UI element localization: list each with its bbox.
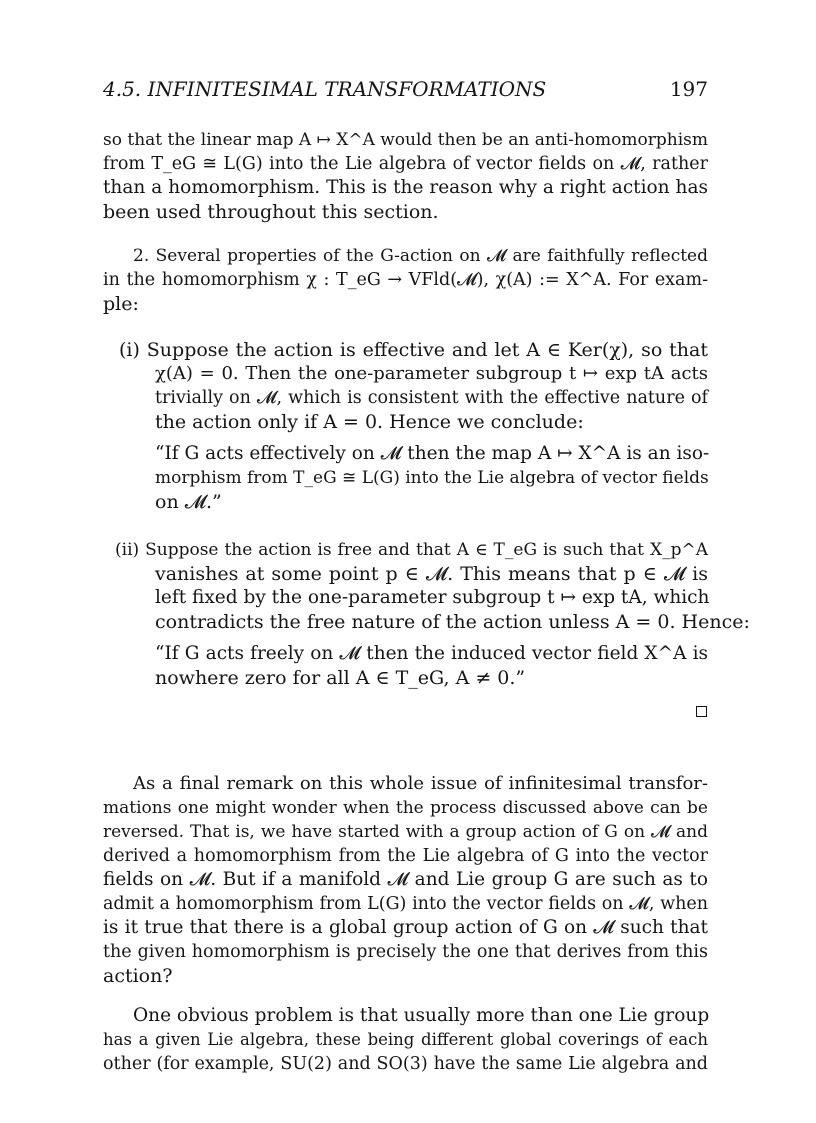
text-line: been used throughout this section. [103, 201, 439, 223]
text-line: the given homomorphism is precisely the one that derives from this [103, 942, 708, 962]
end-of-proof-square-icon [696, 706, 707, 717]
quote-line: on 𝓜.” [155, 491, 222, 513]
text-line: fields on 𝓜. But if a manifold 𝓜 and Lie group G are such as to [103, 869, 708, 890]
section-title: 4.5. INFINITESIMAL TRANSFORMATIONS [103, 77, 547, 101]
text-line: As a final remark on this whole issue of infinitesimal transfor- [133, 773, 708, 794]
text-line: other (for example, SU(2) and SO(3) have the same Lie algebra and [103, 1054, 708, 1074]
text-line: in the homomorphism χ : T_eG → VFld(𝓜), χ(A) := X^A. For exam- [103, 270, 708, 290]
quote-line: “If G acts effectively on 𝓜 then the map A ↦ X^A is an iso- [155, 443, 710, 464]
text-line: is it true that there is a global group action of G on 𝓜 such that [103, 917, 708, 938]
text-line: from T_eG ≅ L(G) into the Lie algebra of vector fields on 𝓜, rather [103, 154, 708, 174]
quote-line: morphism from T_eG ≅ L(G) into the Lie algebra of vector fields [155, 468, 709, 488]
text-line: derived a homomorphism from the Lie algebra of G into the vector [103, 846, 708, 866]
text-line: contradicts the free nature of the action unless A = 0. Hence: [155, 611, 750, 633]
text-line: mations one might wonder when the process discussed above can be [103, 798, 708, 818]
text-line: admit a homomorphism from L(G) into the vector fields on 𝓜, when [103, 894, 708, 914]
text-line: trivially on 𝓜, which is consistent with the effective nature of [155, 388, 708, 408]
quote-line: “If G acts freely on 𝓜 then the induced vector field X^A is [155, 643, 708, 664]
quote-line: nowhere zero for all A ∈ T_eG, A ≠ 0.” [155, 667, 526, 689]
text-line: χ(A) = 0. Then the one-parameter subgroup t ↦ exp tA acts [155, 363, 708, 384]
text-line: ple: [103, 293, 139, 315]
text-line: vanishes at some point p ∈ 𝓜. This means that p ∈ 𝓜 is [155, 563, 708, 585]
running-header [103, 74, 708, 106]
text-line: the action only if A = 0. Hence we conclude: [155, 411, 584, 433]
text-line: than a homomorphism. This is the reason why a right action has [103, 177, 708, 198]
text-line: reversed. That is, we have started with a group action of G on 𝓜 and [103, 822, 708, 842]
text-line: has a given Lie algebra, these being different global coverings of each [103, 1030, 708, 1049]
text-line: 2. Several properties of the G-action on 𝓜 are faithfully reflected [133, 246, 708, 266]
page-number: 197 [669, 77, 708, 101]
list-item-ii-line: (ii) Suppose the action is free and that A ∈ T_eG is such that X_p^A [115, 540, 708, 560]
list-item-i-line: (i) Suppose the action is effective and let A ∈ Ker(χ), so that [119, 339, 708, 361]
text-line: left fixed by the one-parameter subgroup t ↦ exp tA, which [155, 587, 710, 608]
text-line: One obvious problem is that usually more than one Lie group [133, 1005, 710, 1026]
text-line: action? [103, 965, 173, 987]
text-line: so that the linear map A ↦ X^A would then be an anti-homomorphism [103, 130, 708, 150]
